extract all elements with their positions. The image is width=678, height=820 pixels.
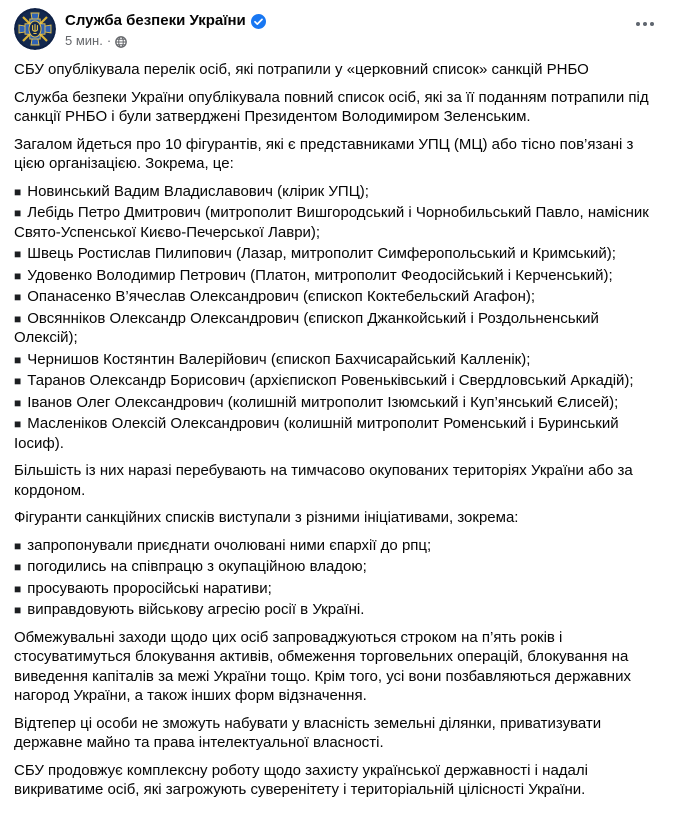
post-bullet-item: [14, 287, 664, 307]
page-name-link[interactable]: Служба безпеки України: [65, 12, 246, 29]
bullet-text: Овсянніков Олександр Олександрович (єпископ Джанкойський і Роздольненський Олексій);: [14, 309, 599, 346]
dot-icon: [650, 22, 654, 26]
bullet-text: Іванов Олег Олександрович (колишній митрополит Ізюмський і Куп’янський Єлисей);: [27, 393, 619, 411]
verified-badge-icon: [251, 14, 266, 29]
more-options-button[interactable]: [634, 16, 656, 32]
post-bullet-item: [14, 266, 664, 286]
bullet-text: Лебідь Петро Дмитрович (митрополит Вишгородський і Чорнобильський Павло, намісник Свято-Успенської Києво-Печерської Лаври);: [14, 204, 649, 241]
dot-icon: [643, 22, 647, 26]
bullet-square-icon: ■: [14, 417, 22, 431]
post-bullet-item: [14, 371, 664, 391]
post-bullet-item: [14, 579, 664, 599]
timestamp-link[interactable]: 5 мин.: [65, 33, 103, 48]
sbu-emblem-icon: [14, 8, 56, 50]
post-bullet-item: [14, 309, 664, 348]
bullet-square-icon: ■: [14, 395, 22, 410]
post-body: [14, 60, 664, 800]
bullet-square-icon: ■: [14, 184, 22, 199]
name-row: [65, 11, 266, 30]
post-paragraph: Фігуранти санкційних списків виступали з різними ініціативами, зокрема:: [14, 509, 519, 526]
post-bullet-item: [14, 536, 664, 556]
bullet-text: просувають проросійські наративи;: [27, 579, 272, 597]
bullet-square-icon: ■: [14, 581, 22, 596]
dot-icon: [636, 22, 640, 26]
post-bullet-item: [14, 350, 664, 370]
post-header: [14, 8, 664, 50]
bullet-square-icon: ■: [14, 311, 22, 326]
bullet-square-icon: ■: [14, 268, 22, 283]
post-paragraph: Обмежувальні заходи щодо цих осіб запроваджуються строком на п’ять років і стосуватимуться блокування активів, обмеження торговельних операцій, блокування на виведення капіталів за межі України тощо. Крім того, усі вони позбавляються державних нагород України, а також інших форм відзначення.: [14, 628, 631, 704]
bullet-text: запропонували приєднати очолювані ними єпархії до рпц;: [27, 536, 432, 554]
dot-separator: ·: [106, 33, 112, 48]
post-paragraph: Відтепер ці особи не зможуть набувати у власність земельні ділянки, приватизувати державне майно та права інтелектуальної власності.: [14, 714, 602, 751]
bullet-text: Швець Ростислав Пилипович (Лазар, митрополит Симферопольський и Кримський);: [27, 245, 616, 262]
bullet-square-icon: ■: [14, 560, 22, 574]
bullet-square-icon: ■: [14, 374, 22, 388]
bullet-text: Чернишов Костянтин Валерійович (єпископ Бахчисарайський Калленік);: [27, 350, 531, 368]
bullet-text: Опанасенко В’ячеслав Олександрович (єпископ Коктебельский Агафон);: [27, 288, 536, 305]
bullet-square-icon: ■: [14, 206, 22, 220]
post-paragraph: Більшість із них наразі перебувають на тимчасово окупованих територіях України або за кордоном.: [14, 462, 633, 499]
bullet-text: виправдовують військову агресію росії в Україні.: [27, 601, 365, 618]
bullet-text: Масленіков Олексій Олександрович (колишній митрополит Роменський і Буринський Іосиф).: [14, 415, 619, 452]
post-paragraph: Загалом йдеться про 10 фігурантів, які є представниками УПЦ (МЦ) або тісно пов’язані з цією організацією. Зокрема, це:: [14, 135, 634, 172]
post-paragraph: СБУ опублікувала перелік осіб, які потрапили у «церковний список» санкцій РНБО: [14, 61, 589, 78]
post-paragraph: СБУ продовжує комплексну роботу щодо захисту української державності і надалі викриватиме осіб, які загрожують суверенітету і територіальній цілісності України.: [14, 761, 588, 798]
post-bullet-item: [14, 182, 664, 202]
header-text: [65, 8, 266, 49]
post-bullet-item: [14, 414, 664, 453]
bullet-text: Новинський Вадим Владиславович (клірик УПЦ);: [27, 182, 369, 200]
post-bullet-item: [14, 557, 664, 577]
bullet-square-icon: ■: [14, 352, 22, 367]
avatar[interactable]: [14, 8, 56, 50]
globe-privacy-icon: [115, 36, 127, 48]
bullet-square-icon: ■: [14, 603, 22, 617]
bullet-text: погодились на співпрацю з окупаційною владою;: [27, 558, 367, 575]
post-bullet-item: [14, 600, 664, 620]
post-bullet-item: [14, 244, 664, 264]
meta-row: [65, 33, 266, 49]
bullet-square-icon: ■: [14, 247, 22, 261]
bullet-text: Таранов Олександр Борисович (архієпископ Ровеньківський і Свердловський Аркадій);: [27, 372, 634, 389]
bullet-square-icon: ■: [14, 538, 22, 553]
bullet-square-icon: ■: [14, 290, 22, 304]
bullet-text: Удовенко Володимир Петрович (Платон, митрополит Феодосійський і Керченський);: [27, 266, 613, 284]
post-bullet-item: [14, 203, 664, 242]
post-paragraph: Служба безпеки України опублікувала повний список осіб, які за її поданням потрапили під санкції РНБО і були затверджені Президентом Володимиром Зеленським.: [14, 88, 649, 125]
post-bullet-item: [14, 393, 664, 413]
